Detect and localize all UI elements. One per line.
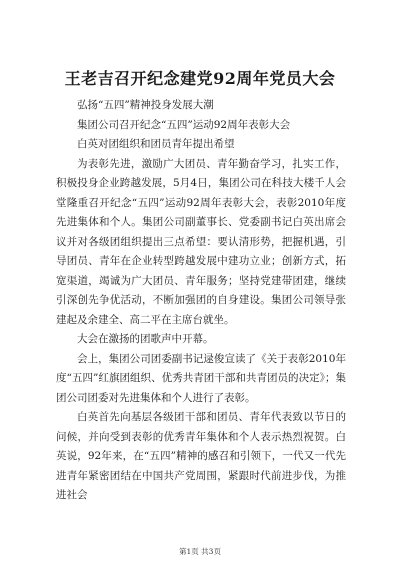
subtitle-paragraph: 弘扬“五四”精神投身发展大潮 xyxy=(77,99,214,111)
page-footer: 第1页 共3页 xyxy=(179,547,221,556)
document-title: 王老吉召开纪念建党92周年党员大会 xyxy=(64,69,336,88)
body-paragraph: 大会在激扬的团歌声中开幕。 xyxy=(77,333,214,345)
subtitle-paragraph: 集团公司召开纪念“五四”运动92周年表彰大会 xyxy=(77,118,291,131)
body-paragraph: 白英首先向基层各级团干部和团员、青年代表致以节日的问候，并向受到表彰的优秀青年集体和个人表示热烈祝贺。白英说，92年来，在“五四”精神的感召和引领下，一代又一代先进青年紧密团结在中国共产党周围，紧跟时代前进步伐，为推进社会 xyxy=(56,411,346,501)
document-body xyxy=(56,96,346,506)
body-paragraph: 会上，集团公司团委副书记逯俊宣读了《关于表彰2010年度“五四”红旗团组织、优秀共青团干部和共青团员的决定》；集团公司团委对先进集体和个人进行了表彰。 xyxy=(56,352,346,404)
subtitle-paragraph: 白英对团组织和团员青年提出希望 xyxy=(77,138,235,150)
body-paragraph: 为表彰先进，激励广大团员、青年勤奋学习，扎实工作，积极投身企业跨越发展，5月4日，集团公司在科技大楼千人会堂隆重召开纪念“五四”运动92周年表彰大会，表彰2010年度先进集体和个人。集团公司副董事长、党委副书记白英出席会议并对各级团组织提出三点希望：要认清形势，把握机遇，引导团员、青年在企业转型跨越发展中建功立业；创新方式，拓宽渠道，竭诚为广大团员、青年服务；坚持党建带团建，继续引深创先争优活动，不断加强团的自身建设。集团公司领导张建起及余建全、高二平在主席台就坐。 xyxy=(56,157,346,326)
